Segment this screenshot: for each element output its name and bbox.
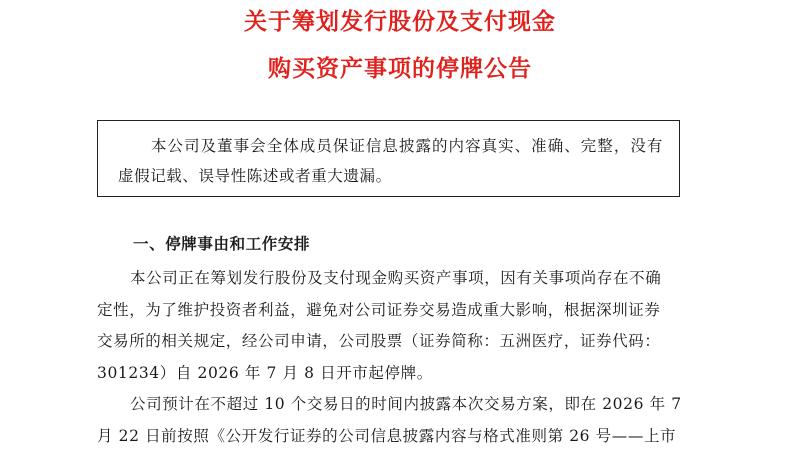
paragraph-line: 301234）自 2026 年 7 月 8 日开市起停牌。: [97, 363, 433, 382]
paragraph-disclosure-plan: [97, 389, 687, 450]
paragraph-line: 月 22 日前按照《公开发行证券的公司信息披露内容与格式准则第 26 号——上市: [97, 426, 677, 445]
disclaimer-box: [97, 120, 680, 197]
paragraph-line: 交易所的相关规定，经公司申请，公司股票（证券简称：五洲医疗，证券代码：: [97, 332, 661, 350]
title-line-1: 关于筹划发行股份及支付现金: [244, 8, 556, 35]
paragraph-suspension-reason: [97, 263, 687, 389]
paragraph-line: 定性，为了维护投资者利益，避免对公司证券交易造成重大影响，根据深圳证券: [97, 300, 661, 319]
title-line-2: 购买资产事项的停牌公告: [268, 55, 532, 82]
paragraph-line: 本公司正在筹划发行股份及支付现金购买资产事项，因有关事项尚存在不确: [130, 269, 662, 287]
disclaimer-text: 本公司及董事会全体成员保证信息披露的内容真实、准确、完整，没有虚假记载、误导性陈述或者重大遗漏。: [118, 137, 663, 185]
paragraph-line: 公司预计在不超过 10 个交易日的时间内披露本次交易方案，即在 2026 年 7: [130, 395, 682, 413]
section-heading-suspension: 一、停牌事由和工作安排: [133, 234, 311, 253]
